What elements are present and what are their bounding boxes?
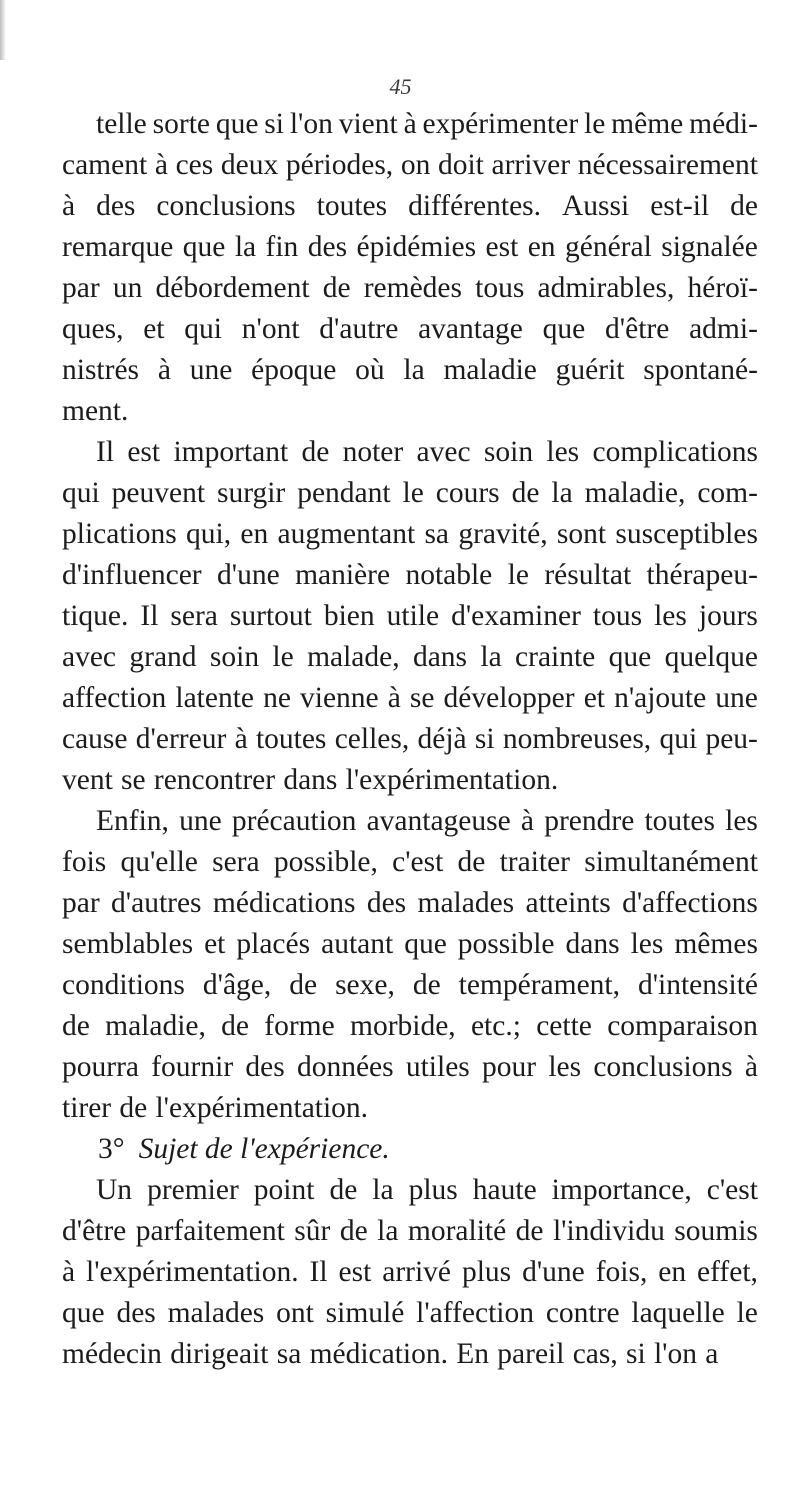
text-line: cause d'erreur à toutes celles, déjà si nombreuses, qui peu- xyxy=(62,723,758,755)
section-heading-number: 3° xyxy=(98,1133,125,1165)
text-line: cament à ces deux périodes, on doit arriver nécessairement xyxy=(62,149,758,181)
text-line: remarque que la fin des épidémies est en général signalée xyxy=(62,231,758,263)
text-line: semblables et placés autant que possible dans les mêmes xyxy=(62,928,758,960)
text-line: avec grand soin le malade, dans la crainte que quelque xyxy=(62,641,758,673)
text-line: tirer de l'expérimentation. xyxy=(62,1092,369,1124)
text-line: vent se rencontrer dans l'expérimentation. xyxy=(62,764,559,796)
text-line: d'être parfaitement sûr de la moralité de l'individu soumis xyxy=(62,1215,758,1247)
text-line: par un débordement de remèdes tous admirables, héroï- xyxy=(62,272,758,304)
text-line: ques, et qui n'ont d'autre avantage que d'être admi- xyxy=(62,313,758,345)
text-line: que des malades ont simulé l'affection contre laquelle le xyxy=(62,1297,758,1329)
text-line: médecin dirigeait sa médication. En pareil cas, si l'on a xyxy=(62,1338,719,1370)
text-line: par d'autres médications des malades atteints d'affections xyxy=(62,887,758,919)
section-heading-title: Sujet de l'expérience. xyxy=(138,1133,390,1165)
paragraph-1 xyxy=(62,104,758,432)
paragraph-3 xyxy=(62,801,758,1129)
text-line: à l'expérimentation. Il est arrivé plus d'une fois, en effet, xyxy=(62,1256,758,1288)
text-line: plications qui, en augmentant sa gravité, sont susceptibles xyxy=(62,518,758,550)
text-line: d'influencer d'une manière notable le résultat thérapeu- xyxy=(62,559,758,591)
text-line: Un premier point de la plus haute importance, c'est xyxy=(96,1174,758,1206)
text-line: Enfin, une précaution avantageuse à prendre toutes les xyxy=(96,805,758,837)
text-line: telle sorte que si l'on vient à expérimenter le même médi- xyxy=(96,108,758,140)
text-line: conditions d'âge, de sexe, de tempérament, d'intensité xyxy=(62,969,758,1001)
text-line: tique. Il sera surtout bien utile d'examiner tous les jours xyxy=(62,600,758,632)
section-heading xyxy=(62,1129,758,1170)
text-line: qui peuvent surgir pendant le cours de la maladie, com- xyxy=(62,477,758,509)
body-text xyxy=(62,104,758,1375)
paragraph-4 xyxy=(62,1170,758,1375)
text-line: fois qu'elle sera possible, c'est de traiter simultanément xyxy=(62,846,758,878)
paragraph-2 xyxy=(62,432,758,801)
text-line: à des conclusions toutes différentes. Aussi est-il de xyxy=(62,190,758,222)
text-line: ment. xyxy=(62,395,129,427)
text-line: affection latente ne vienne à se développer et n'ajoute une xyxy=(62,682,758,714)
text-line: nistrés à une époque où la maladie guérit spontané- xyxy=(62,354,758,386)
scan-edge-shadow xyxy=(0,0,6,60)
text-line: Il est important de noter avec soin les complications xyxy=(96,436,758,468)
page-number: 45 xyxy=(389,74,412,99)
text-line: pourra fournir des données utiles pour les conclusions à xyxy=(62,1051,758,1083)
text-line: de maladie, de forme morbide, etc.; cette comparaison xyxy=(62,1010,758,1042)
